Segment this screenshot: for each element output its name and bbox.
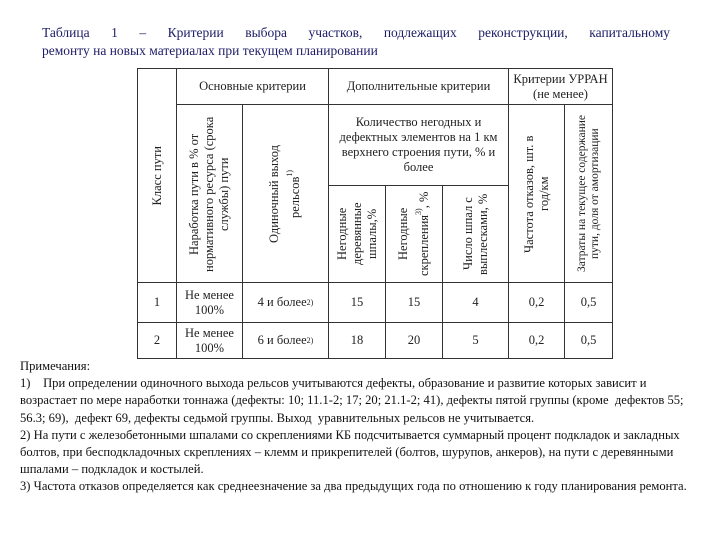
cell-wooden: 15 [328, 282, 386, 323]
cell-class: 2 [137, 322, 177, 359]
rail-exit-value: 6 и более [257, 333, 307, 347]
notes-section [20, 358, 700, 496]
header-fastenings [385, 185, 443, 283]
caption-line-1: Таблица 1 – Критерии выбора участков, подлежащих реконструкции, капитальному [42, 25, 670, 40]
footnote-ref: 1) [285, 169, 295, 177]
header-maintenance-costs [564, 104, 613, 283]
header-failure-rate-text: Частота отказов, шт. в год/км [521, 134, 551, 253]
header-wooden-sleepers [328, 185, 386, 283]
cell-splashes: 4 [442, 282, 509, 323]
notes-heading: Примечания: [20, 359, 91, 373]
header-urran-criteria: Критерии УРРАН (не менее) [508, 68, 613, 105]
header-track-class [137, 68, 177, 283]
cell-failure: 0,2 [508, 282, 565, 323]
cell-failure: 0,2 [508, 322, 565, 359]
cell-rail-exit [242, 322, 329, 359]
footnote-ref: 3) [413, 208, 423, 216]
header-failure-rate [508, 104, 565, 283]
cell-rail-exit [242, 282, 329, 323]
cell-operating-time: Не менее 100% [176, 282, 243, 323]
header-main-criteria: Основные критерии [176, 68, 329, 105]
cell-costs: 0,5 [564, 322, 613, 359]
header-operating-time [176, 104, 243, 283]
header-maintenance-costs-text: Затраты на текущее содержание пути, доля от амортизации [575, 115, 601, 272]
header-sleepers-splashes [442, 185, 509, 283]
table-caption [42, 24, 670, 60]
cell-wooden: 18 [328, 322, 386, 359]
note-1: 1) При определении одиночного выхода рельсов учитываются дефекты, образование и развитие которых зависит и возрастает по мере наработки тоннажа (дефекты: 10; 11.1-2; 17; 20; 21.1-2; 41), дефекты пятой группы (кроме дефектов 55; 56.3; 69), дефект 69, дефекты седьмой группы. Выход уравнительных рельсов не учитывается. [20, 376, 687, 425]
cell-costs: 0,5 [564, 282, 613, 323]
footnote-ref: 2) [306, 336, 314, 345]
header-sleepers-splashes-text: Число шпал с выплесками, % [460, 193, 490, 275]
header-operating-time-text: Наработка пути в % от нормативного ресурса (срока службы) пути [187, 115, 231, 272]
fastenings-label: Негодные скрепления [395, 207, 432, 277]
rail-exit-value: 4 и более [257, 295, 307, 309]
single-rail-exit-label: Одиночный выход рельсов [267, 144, 303, 243]
cell-splashes: 5 [442, 322, 509, 359]
header-track-class-text: Класс пути [149, 145, 164, 206]
header-wooden-sleepers-text: Негодные деревянные шпалы,% [334, 202, 379, 266]
note-2: 2) На пути с железобетонными шпалами со скреплениями КБ подсчитывается суммарный процент подкладок и закладных болтов, при бесподкладочных скреплениях – клемм и прикрепителей (болтов, шурупов, анкеров), на пути с деревянными шпалами – подкладок и костылей. [20, 427, 680, 477]
cell-operating-time: Не менее 100% [176, 322, 243, 359]
cell-fastenings: 15 [385, 282, 443, 323]
note-3: 3) Частота отказов определяется как среднеезначение за два предыдущих года по отношению к году планирования ремонта. [20, 479, 687, 494]
header-single-rail-exit [242, 104, 329, 283]
header-defect-count: Количество негодных и дефектных элементов на 1 км верхнего строения пути, % и более [328, 104, 509, 186]
cell-fastenings: 20 [385, 322, 443, 359]
header-additional-criteria: Дополнительные критерии [328, 68, 509, 105]
header-fastenings-text [396, 188, 432, 280]
fastenings-unit: , % [417, 191, 432, 209]
header-single-rail-exit-text [267, 139, 303, 249]
caption-line-2: ремонту на новых материалах при текущем планировании [42, 43, 378, 58]
footnote-ref: 2) [306, 298, 314, 307]
cell-class: 1 [137, 282, 177, 323]
